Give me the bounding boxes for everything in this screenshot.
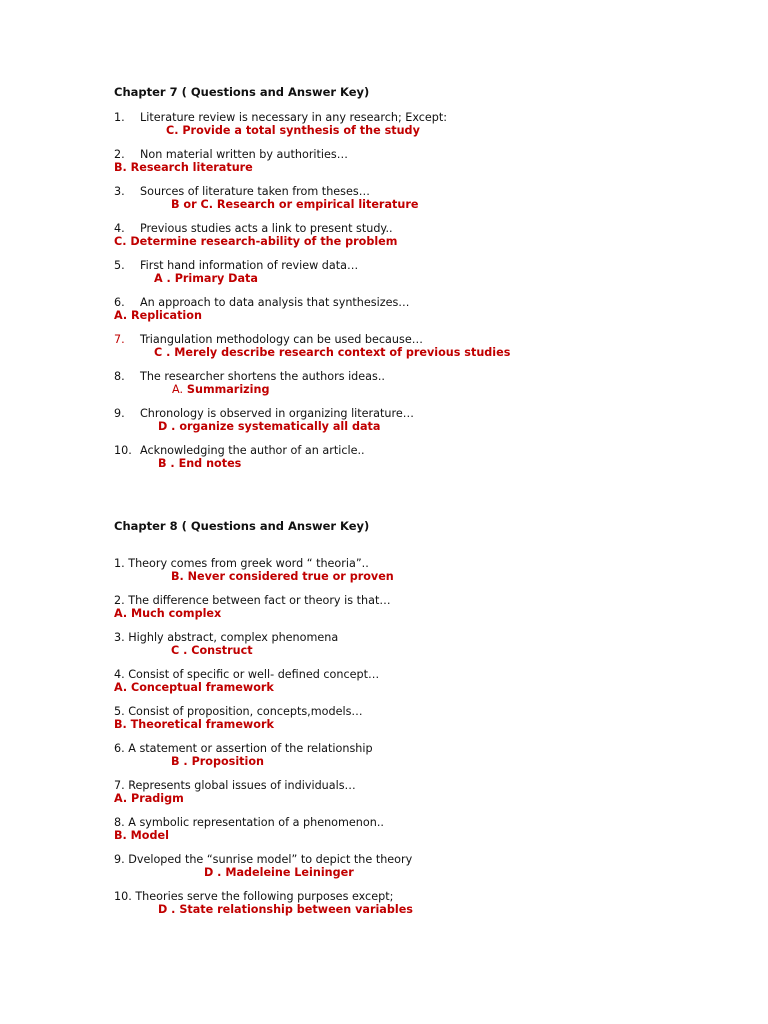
question-body: First hand information of review data… xyxy=(140,259,359,272)
question-body: The researcher shortens the authors ideas.. xyxy=(140,370,385,383)
question-body: Chronology is observed in organizing literature… xyxy=(140,407,414,420)
question-text xyxy=(114,185,734,198)
answer-text: A. Conceptual framework xyxy=(114,681,274,694)
question-item xyxy=(114,148,734,174)
question-number: 2. xyxy=(114,148,125,161)
question-item xyxy=(114,594,734,620)
answer-text: D . State relationship between variables xyxy=(158,903,413,916)
question-text: 5. Consist of proposition, concepts,models… xyxy=(114,705,363,718)
question-number: 3. xyxy=(114,185,125,198)
answer-text: A. Pradigm xyxy=(114,792,184,805)
question-item xyxy=(114,853,734,879)
answer-text xyxy=(114,383,734,396)
question-item xyxy=(114,407,734,433)
answer-text: C . Merely describe research context of previous studies xyxy=(154,346,511,359)
question-number: 10. xyxy=(114,444,132,457)
question-number: 8. xyxy=(114,370,125,383)
question-text xyxy=(114,333,734,346)
question-item xyxy=(114,557,734,583)
question-text xyxy=(114,407,734,420)
question-number: 5. xyxy=(114,259,125,272)
question-item xyxy=(114,111,734,137)
question-text xyxy=(114,111,734,124)
question-text xyxy=(114,370,734,383)
question-item xyxy=(114,370,734,396)
question-text xyxy=(114,444,734,457)
question-text xyxy=(114,259,734,272)
answer-text: A . Primary Data xyxy=(154,272,258,285)
question-body: Sources of literature taken from theses… xyxy=(140,185,370,198)
question-item xyxy=(114,259,734,285)
question-item xyxy=(114,444,734,470)
question-number: 6. xyxy=(114,296,125,309)
question-item xyxy=(114,890,734,916)
question-text: 7. Represents global issues of individuals… xyxy=(114,779,356,792)
question-item xyxy=(114,816,734,842)
question-text xyxy=(114,148,734,161)
answer-text: B. Never considered true or proven xyxy=(171,570,394,583)
question-number: 9. xyxy=(114,407,125,420)
question-body: Previous studies acts a link to present study.. xyxy=(140,222,393,235)
question-item xyxy=(114,742,734,768)
answer-text: B or C. Research or empirical literature xyxy=(171,198,419,211)
question-body: An approach to data analysis that synthesizes… xyxy=(140,296,410,309)
chapter-7-section xyxy=(114,85,734,470)
answer-body: Summarizing xyxy=(186,383,270,396)
answer-text: C. Provide a total synthesis of the study xyxy=(166,124,420,137)
question-text: 8. A symbolic representation of a phenomenon.. xyxy=(114,816,384,829)
question-text: 10. Theories serve the following purposes except; xyxy=(114,890,394,903)
question-text: 4. Consist of specific or well- defined concept… xyxy=(114,668,380,681)
question-number: 4. xyxy=(114,222,125,235)
question-text: 9. Dveloped the “sunrise model” to depict the theory xyxy=(114,853,413,866)
question-number: 7. xyxy=(114,333,125,346)
question-text: 2. The difference between fact or theory is that… xyxy=(114,594,391,607)
answer-text: B. Theoretical framework xyxy=(114,718,274,731)
question-item xyxy=(114,333,734,359)
question-text: 1. Theory comes from greek word “ theoria”.. xyxy=(114,557,369,570)
question-item xyxy=(114,185,734,211)
question-item xyxy=(114,779,734,805)
chapter-8-title: Chapter 8 ( Questions and Answer Key) xyxy=(114,519,370,533)
answer-text: D . Madeleine Leininger xyxy=(204,866,354,879)
question-item xyxy=(114,222,734,248)
answer-text: A. Much complex xyxy=(114,607,222,620)
answer-letter: A. xyxy=(172,383,184,396)
answer-text: D . organize systematically all data xyxy=(158,420,381,433)
answer-text: C . Construct xyxy=(171,644,253,657)
question-body: Literature review is necessary in any research; Except: xyxy=(140,111,448,124)
question-item xyxy=(114,296,734,322)
answer-text: B. Model xyxy=(114,829,169,842)
question-text xyxy=(114,296,734,309)
answer-text: B . Proposition xyxy=(171,755,264,768)
question-item xyxy=(114,631,734,657)
question-body: Acknowledging the author of an article.. xyxy=(140,444,365,457)
answer-text: B. Research literature xyxy=(114,161,253,174)
question-body: Non material written by authorities… xyxy=(140,148,348,161)
question-item xyxy=(114,705,734,731)
question-number: 1. xyxy=(114,111,125,124)
answer-text: A. Replication xyxy=(114,309,202,322)
question-text: 6. A statement or assertion of the relationship xyxy=(114,742,373,755)
question-text: 3. Highly abstract, complex phenomena xyxy=(114,631,339,644)
question-text xyxy=(114,222,734,235)
answer-text: B . End notes xyxy=(158,457,242,470)
question-item xyxy=(114,668,734,694)
chapter-8-section xyxy=(114,519,734,916)
answer-text: C. Determine research-ability of the problem xyxy=(114,235,398,248)
question-body: Triangulation methodology can be used because… xyxy=(140,333,423,346)
chapter-7-title: Chapter 7 ( Questions and Answer Key) xyxy=(114,85,370,99)
